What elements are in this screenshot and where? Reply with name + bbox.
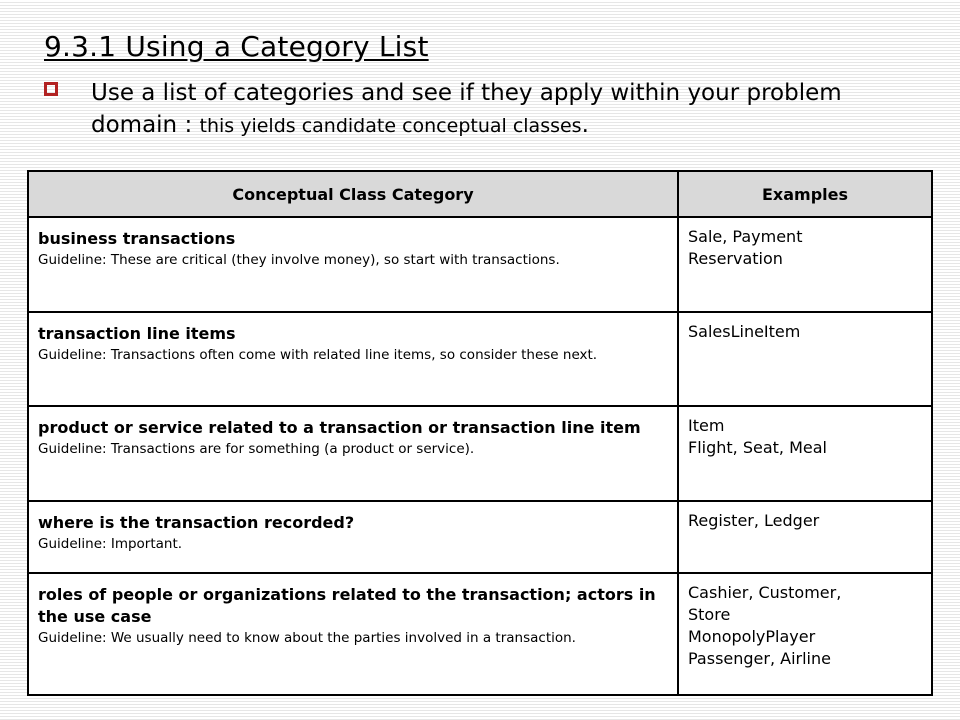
examples-cell bbox=[678, 573, 932, 695]
examples-cell bbox=[678, 312, 932, 406]
category-guideline: Guideline: We usually need to know about the parties involved in a transaction. bbox=[38, 630, 576, 646]
bullet-main-text: Use a list of categories and see if they apply within your problem domain : bbox=[91, 80, 842, 138]
table-header-row bbox=[28, 171, 932, 217]
category-cell bbox=[28, 312, 678, 406]
example-line: Register, Ledger bbox=[688, 511, 820, 530]
category-name: where is the transaction recorded? bbox=[38, 513, 355, 532]
category-name: business transactions bbox=[38, 229, 236, 248]
example-line: Cashier, Customer, bbox=[688, 583, 842, 602]
category-guideline: Guideline: Transactions are for something (a product or service). bbox=[38, 441, 475, 457]
example-line: Flight, Seat, Meal bbox=[688, 438, 827, 457]
table-row bbox=[28, 573, 932, 695]
category-table bbox=[27, 170, 933, 696]
slide-title: 9.3.1 Using a Category List bbox=[44, 30, 429, 63]
example-line: Store bbox=[688, 605, 731, 624]
example-line: Passenger, Airline bbox=[688, 649, 831, 668]
header-examples: Examples bbox=[678, 171, 932, 217]
example-line: Item bbox=[688, 416, 725, 435]
category-cell bbox=[28, 501, 678, 573]
category-guideline: Guideline: These are critical (they involve money), so start with transactions. bbox=[38, 252, 560, 268]
table-row bbox=[28, 501, 932, 573]
category-guideline: Guideline: Important. bbox=[38, 536, 183, 552]
example-line: MonopolyPlayer bbox=[688, 627, 816, 646]
header-category: Conceptual Class Category bbox=[28, 171, 678, 217]
table-row bbox=[28, 312, 932, 406]
examples-cell bbox=[678, 501, 932, 573]
examples-cell bbox=[678, 406, 932, 501]
category-name: transaction line items bbox=[38, 324, 236, 343]
example-line: SalesLineItem bbox=[688, 322, 801, 341]
bullet-text bbox=[91, 77, 911, 142]
category-name: roles of people or organizations related to the transaction; actors in the use case bbox=[38, 585, 656, 626]
square-bullet-icon bbox=[44, 82, 58, 96]
category-cell bbox=[28, 573, 678, 695]
table-row bbox=[28, 217, 932, 312]
category-cell bbox=[28, 406, 678, 501]
examples-cell bbox=[678, 217, 932, 312]
bullet-small-text: this yields candidate conceptual classes bbox=[199, 115, 582, 137]
example-line: Reservation bbox=[688, 249, 783, 268]
category-name: product or service related to a transaction or transaction line item bbox=[38, 418, 641, 437]
table-row bbox=[28, 406, 932, 501]
example-line: Sale, Payment bbox=[688, 227, 803, 246]
bullet-end-text: . bbox=[581, 112, 589, 138]
category-cell bbox=[28, 217, 678, 312]
category-guideline: Guideline: Transactions often come with related line items, so consider these next. bbox=[38, 347, 598, 363]
